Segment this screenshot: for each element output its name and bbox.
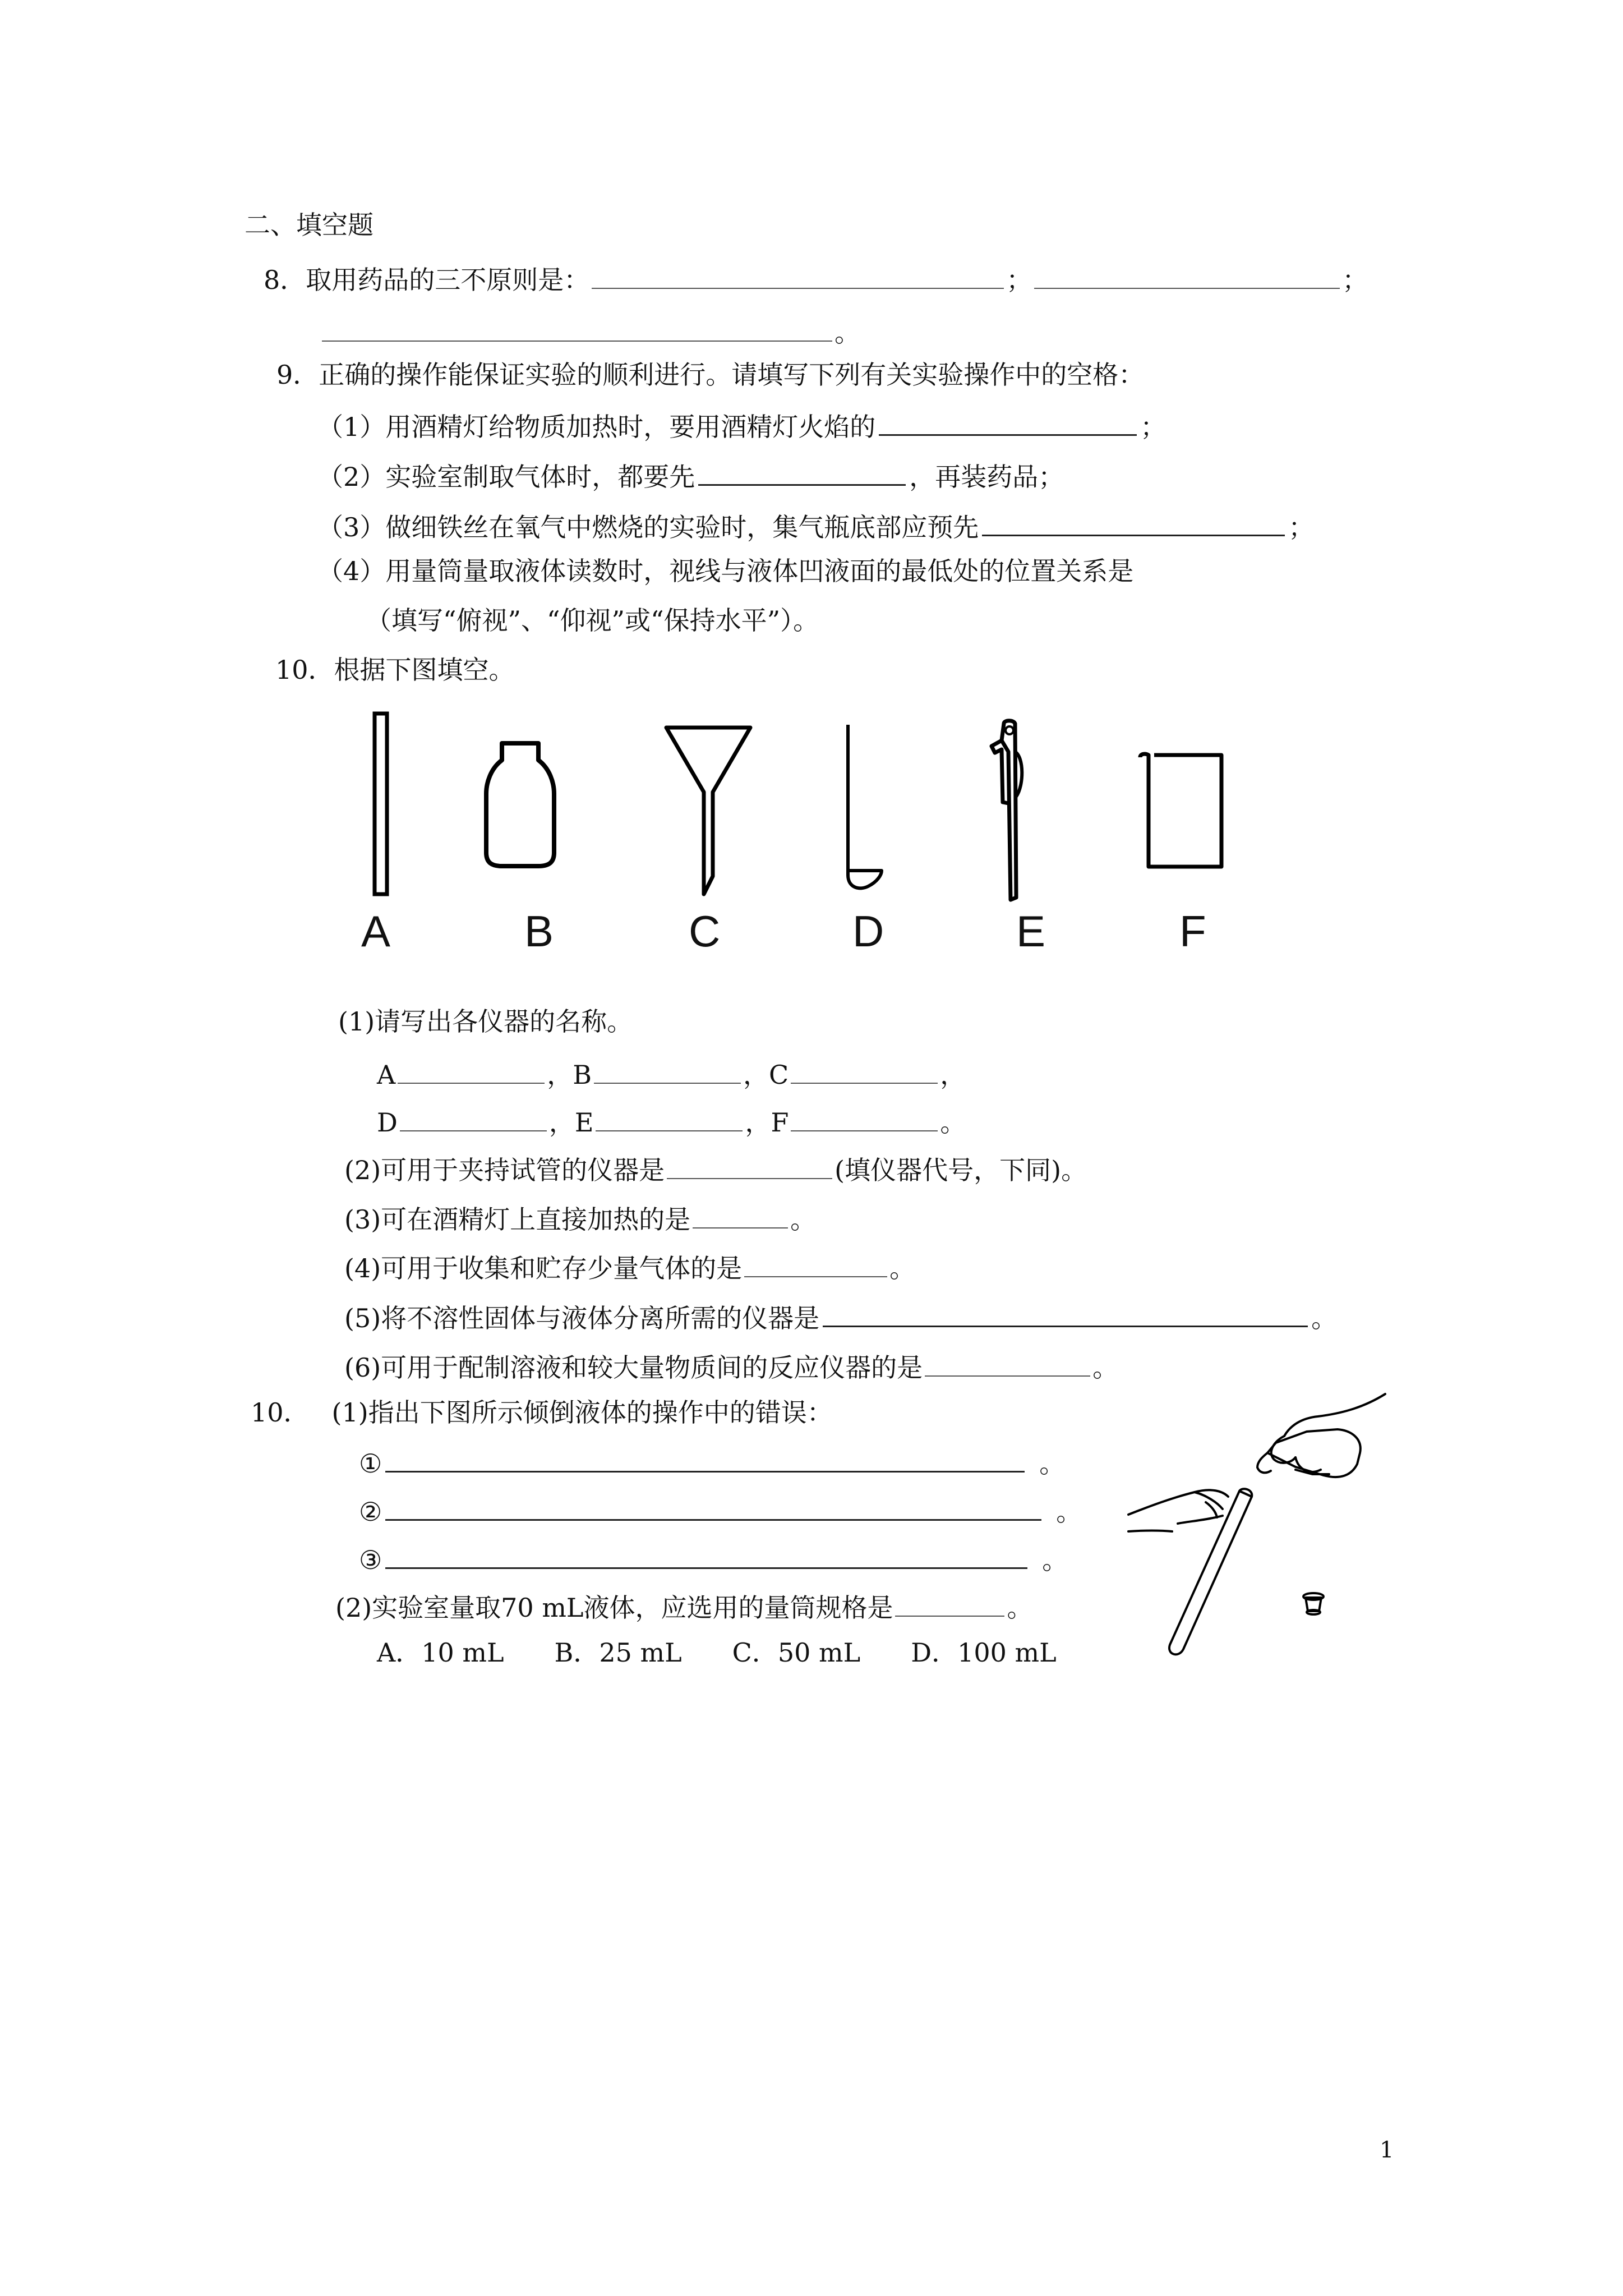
answer-blank-10-b[interactable] bbox=[594, 1055, 741, 1084]
answer-blank-9-2[interactable] bbox=[698, 456, 906, 486]
answer-blank-10-3[interactable] bbox=[693, 1199, 788, 1228]
question-8-text: 8．取用药品的三不原则是： bbox=[264, 265, 590, 295]
answer-blank-8-3[interactable] bbox=[322, 312, 832, 342]
label-c: C bbox=[689, 907, 721, 956]
label-b: B bbox=[524, 907, 554, 956]
question-10-sub2: (2)可用于夹持试管的仪器是 (填仪器代号，下同)。 bbox=[344, 1150, 1087, 1188]
option-b[interactable]: B．25 mL bbox=[554, 1637, 682, 1668]
question-10-sub3: (3)可在酒精灯上直接加热的是 。 bbox=[344, 1199, 816, 1237]
question-9-text: 9．正确的操作能保证实验的顺利进行。请填写下列有关实验操作中的空格： bbox=[276, 360, 1145, 390]
question-9-sub4-line2: （填写“俯视”、“仰视”或“保持水平”）。 bbox=[366, 605, 819, 636]
question-9-sub4-line1: （4）用量筒量取液体读数时，视线与液体凹液面的最低处的位置关系是 bbox=[317, 556, 1134, 586]
answer-blank-11-4[interactable] bbox=[895, 1588, 1004, 1617]
label-e: E bbox=[1016, 907, 1046, 956]
question-8: 8．取用药品的三不原则是： ； ； bbox=[264, 260, 1368, 297]
page-number: 1 bbox=[1380, 2137, 1394, 2163]
question-10-sub4: (4)可用于收集和贮存少量气体的是 。 bbox=[344, 1248, 915, 1286]
question-11 bbox=[251, 1395, 833, 1430]
question-11-error-2: ② 。 bbox=[359, 1491, 1082, 1529]
funnel-icon bbox=[663, 725, 753, 899]
question-10-names-row1: A ，B ，C ， bbox=[377, 1055, 966, 1092]
question-10-sub5: (5)将不溶性固体与液体分离所需的仪器是 。 bbox=[344, 1297, 1337, 1336]
question-11-number: 10． bbox=[251, 1397, 310, 1428]
gas-collecting-bottle-icon bbox=[482, 740, 558, 869]
glass-rod-icon bbox=[370, 712, 393, 898]
answer-blank-11-1[interactable] bbox=[385, 1443, 1025, 1473]
answer-blank-10-f[interactable] bbox=[791, 1102, 938, 1131]
answer-blank-10-a[interactable] bbox=[398, 1055, 545, 1084]
label-f: F bbox=[1179, 907, 1206, 956]
question-11-sub2: (2)实验室量取70 mL液体，应选用的量筒规格是 。 bbox=[335, 1588, 1032, 1625]
option-d[interactable]: D．100 mL bbox=[911, 1637, 1057, 1668]
question-8-line2: 。 bbox=[320, 312, 860, 350]
answer-blank-9-1[interactable] bbox=[879, 406, 1137, 436]
label-a: A bbox=[361, 907, 391, 956]
answer-blank-11-2[interactable] bbox=[385, 1491, 1041, 1521]
label-d: D bbox=[852, 907, 884, 956]
question-9-sub1: （1）用酒精灯给物质加热时，要用酒精灯火焰的 ； bbox=[317, 406, 1166, 444]
answer-blank-8-1[interactable] bbox=[592, 260, 1004, 289]
question-10-text: 10．根据下图填空。 bbox=[275, 655, 515, 685]
answer-blank-10-6[interactable] bbox=[925, 1347, 1090, 1377]
pouring-liquid-illustration bbox=[1127, 1391, 1419, 1660]
question-10-sub6: (6)可用于配制溶液和较大量物质间的反应仪器的是 。 bbox=[344, 1347, 1118, 1385]
question-11-error-1: ① 。 bbox=[359, 1443, 1065, 1481]
answer-blank-10-c[interactable] bbox=[791, 1055, 938, 1084]
answer-blank-10-e[interactable] bbox=[596, 1102, 743, 1131]
answer-blank-9-3[interactable] bbox=[982, 507, 1285, 536]
beaker-icon bbox=[1137, 752, 1230, 875]
answer-blank-8-2[interactable] bbox=[1034, 260, 1340, 289]
section-title: 二、填空题 bbox=[245, 210, 374, 240]
question-11-options bbox=[377, 1635, 1057, 1670]
question-9-sub2: （2）实验室制取气体时，都要先 ，再装药品； bbox=[317, 456, 1064, 494]
option-a[interactable]: A．10 mL bbox=[377, 1637, 504, 1668]
test-tube-holder-icon bbox=[981, 718, 1038, 903]
question-10-names-row2: D ，E ，F 。 bbox=[377, 1102, 966, 1140]
question-11-error-3: ③ 。 bbox=[359, 1539, 1068, 1577]
answer-blank-10-2[interactable] bbox=[667, 1150, 832, 1179]
answer-blank-10-4[interactable] bbox=[744, 1248, 887, 1277]
option-c[interactable]: C．50 mL bbox=[732, 1637, 861, 1668]
combustion-spoon-icon bbox=[842, 724, 887, 892]
answer-blank-10-5[interactable] bbox=[823, 1297, 1308, 1327]
question-10-sub1: (1)请写出各仪器的名称。 bbox=[338, 1006, 633, 1037]
answer-blank-11-3[interactable] bbox=[385, 1539, 1027, 1569]
answer-blank-10-d[interactable] bbox=[400, 1102, 547, 1131]
question-11-sub1: (1)指出下图所示倾倒液体的操作中的错误： bbox=[331, 1397, 833, 1428]
question-9-sub3: （3）做细铁丝在氧气中燃烧的实验时，集气瓶底部应预先 ； bbox=[317, 507, 1314, 545]
